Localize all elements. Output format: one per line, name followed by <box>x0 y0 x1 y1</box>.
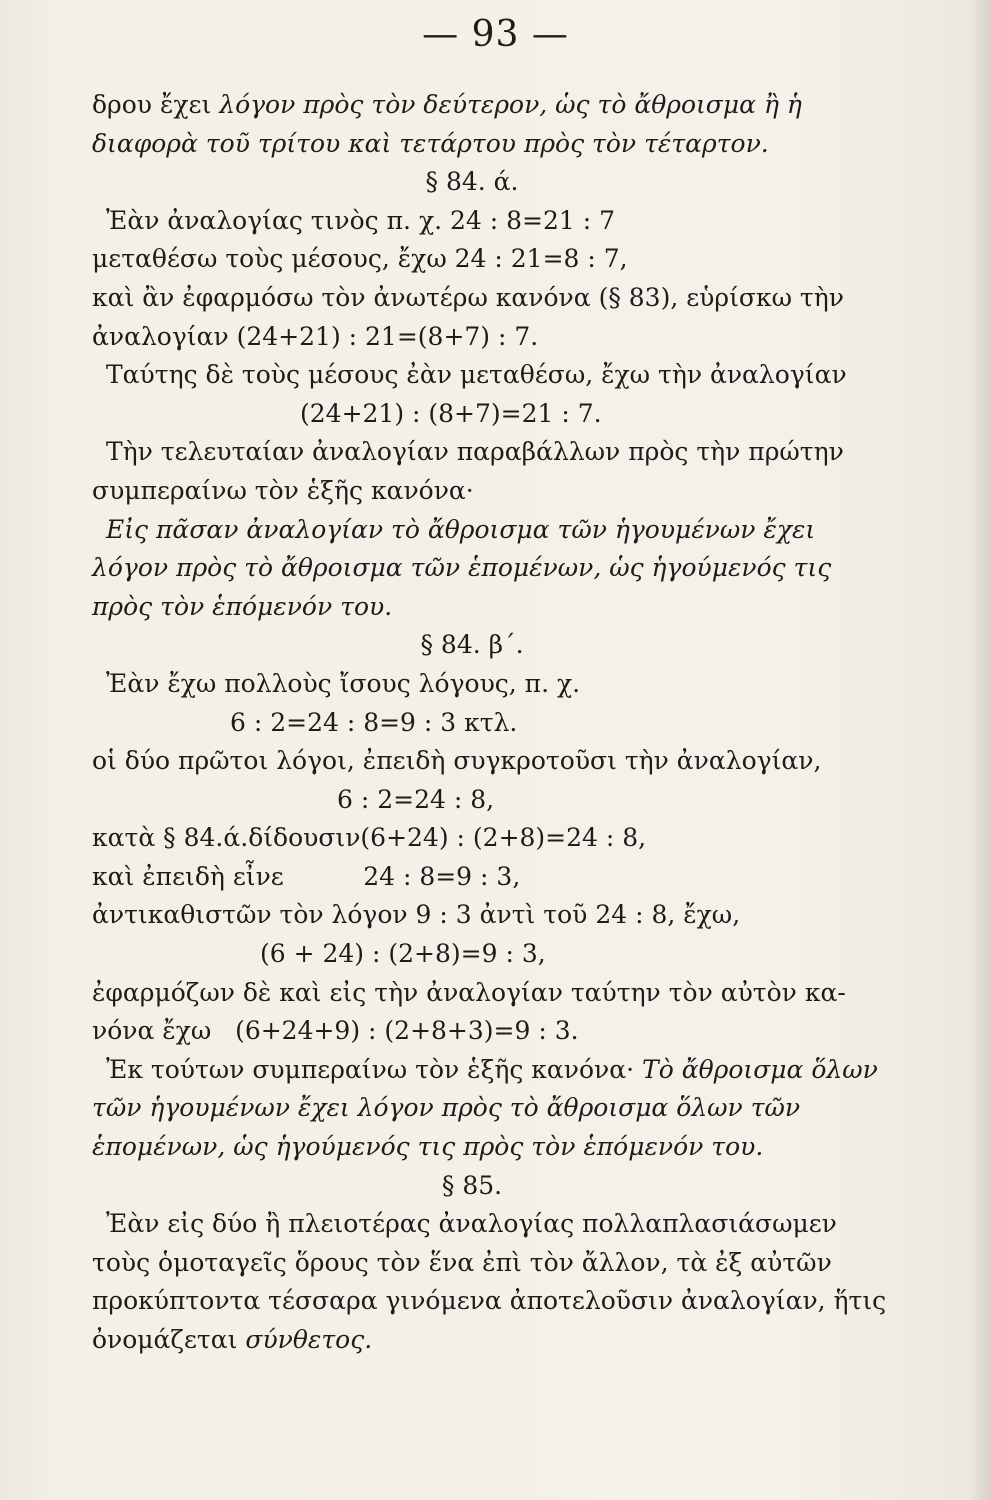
rule-line: πρὸς τὸν ἑπόμενόν του. <box>92 591 393 621</box>
text-line: Ἐὰν ἔχω πολλοὺς ἴσους λόγους, π. χ. <box>106 668 581 698</box>
text-line: νόνα ἔχω (6+24+9) : (2+8+3)=9 : 3. <box>92 1016 579 1046</box>
page-body <box>92 86 887 1360</box>
text-line: τοὺς ὁμοταγεῖς ὅρους τὸν ἕνα ἐπὶ τὸν ἄλλον, τὰ ἐξ αὐτῶν <box>92 1247 832 1277</box>
page-edge-shadow <box>969 0 991 1500</box>
rule-line: ἑπομένων, ὡς ἡγούμενός τις πρὸς τὸν ἑπόμενόν του. <box>92 1132 764 1162</box>
text-line: Ἐὰν εἰς δύο ἢ πλειοτέρας ἀναλογίας πολλαπλασιάσωμεν <box>106 1209 837 1239</box>
italic-run: λόγον πρὸς τὸν δεύτερον, ὡς τὸ ἄθροισμα ἢ ἡ <box>219 90 802 119</box>
text-line: καὶ ἐπειδὴ εἶνε 24 : 8=9 : 3, <box>92 861 521 891</box>
section-heading: § 84. β΄. <box>420 630 524 660</box>
text-line: μεταθέσω τοὺς μέσους, ἔχω 24 : 21=8 : 7, <box>92 244 628 274</box>
page-number: — 93 — <box>422 14 569 55</box>
text-line: κατὰ § 84.ά.δίδουσιν(6+24) : (2+8)=24 : 8, <box>92 823 647 853</box>
italic-run: σύνθετος. <box>245 1325 373 1354</box>
equation-line: (6 + 24) : (2+8)=9 : 3, <box>260 939 546 969</box>
section-heading: § 85. <box>441 1170 503 1200</box>
text-line: προκύπτοντα τέσσαρα γινόμενα ἀποτελοῦσιν ἀναλογίαν, ἥτις <box>92 1286 887 1316</box>
text-run: Ἐκ τούτων συμπεραίνω τὸν ἑξῆς κανόνα· <box>106 1054 635 1084</box>
text-line: ἀναλογίαν (24+21) : 21=(8+7) : 7. <box>92 321 539 351</box>
text-line <box>92 1321 852 1360</box>
text-line: Ἐὰν ἀναλογίας τινὸς π. χ. 24 : 8=21 : 7 <box>106 205 615 235</box>
text-line: καὶ ἂν ἐφαρμόσω τὸν ἀνωτέρω κανόνα (§ 83), εὑρίσκω τὴν <box>92 282 844 312</box>
equation-line: 6 : 2=24 : 8, <box>337 784 495 814</box>
rule-line: τῶν ἡγουμένων ἔχει λόγον πρὸς τὸ ἄθροισμα ὅλων τῶν <box>92 1093 801 1123</box>
text-line: Ταύτης δὲ τοὺς μέσους ἐὰν μεταθέσω, ἔχω τὴν ἀναλογίαν <box>106 360 847 390</box>
text-run: ὀνομάζεται <box>92 1325 238 1354</box>
text-line: οἱ δύο πρῶτοι λόγοι, ἐπειδὴ συγκροτοῦσι τὴν ἀναλογίαν, <box>92 746 822 776</box>
text-line: συμπεραίνω τὸν ἑξῆς κανόνα· <box>92 475 474 505</box>
text-line: ἀντικαθιστῶν τὸν λόγον 9 : 3 ἀντὶ τοῦ 24 : 8, ἔχω, <box>92 900 741 930</box>
text-run: δρου ἔχει <box>92 90 220 119</box>
equation-line: 6 : 2=24 : 8=9 : 3 κτλ. <box>230 707 518 737</box>
text-line: ἐφαρμόζων δὲ καὶ εἰς τὴν ἀναλογίαν ταύτην τὸν αὐτὸν κα- <box>92 977 846 1007</box>
text-line: διαφορὰ τοῦ τρίτου καὶ τετάρτου πρὸς τὸν τέταρτον. <box>92 128 769 158</box>
text-line <box>92 1051 878 1090</box>
text-line: Τὴν τελευταίαν ἀναλογίαν παραβάλλων πρὸς τὴν πρώτην <box>106 437 844 467</box>
italic-run: Τὸ ἄθροισμα ὅλων <box>642 1054 878 1084</box>
rule-line: Εἰς πᾶσαν ἀναλογίαν τὸ ἄθροισμα τῶν ἡγουμένων ἔχει <box>106 514 816 544</box>
text-line <box>92 86 852 125</box>
section-heading: § 84. ά. <box>425 167 519 197</box>
rule-line: λόγον πρὸς τὸ ἄθροισμα τῶν ἑπομένων, ὡς ἡγούμενός τις <box>92 553 832 583</box>
equation-line: (24+21) : (8+7)=21 : 7. <box>300 398 602 428</box>
